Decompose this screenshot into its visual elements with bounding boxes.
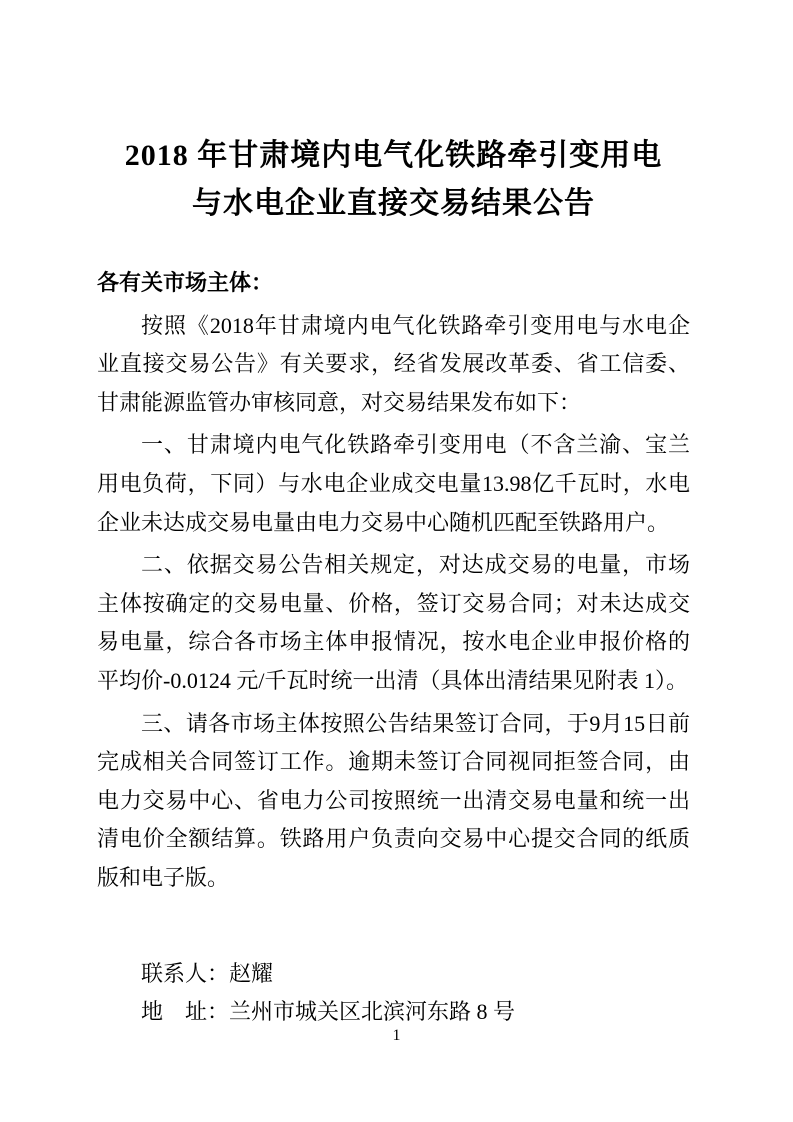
paragraph-3: 二、依据交易公告相关规定，对达成交易的电量，市场主体按确定的交易电量、价格，签订交易合同；对未达成交易电量，综合各市场主体申报情况，按水电企业申报价格的平均价-0.0124 元/千瓦时统一出清（具体出清结果见附表 1）。 — [97, 552, 690, 693]
contact-person-line: 联系人：赵耀 — [141, 960, 274, 986]
document-page — [97, 0, 690, 1122]
document-title — [97, 132, 690, 228]
paragraph-4: 三、请各市场主体按照公告结果签订合同，于9月15日前完成相关合同签订工作。逾期未签订合同视同拒签合同，由电力交易中心、省电力公司按照统一出清交易电量和统一出清电价全额结算。铁路用户负责向交易中心提交合同的纸质版和电子版。 — [97, 710, 690, 890]
document-title-line-2: 与水电企业直接交易结果公告 — [192, 187, 595, 220]
contact-address-line: 地 址：兰州市城关区北滨河东路 8 号 — [141, 999, 516, 1025]
page-number: 1 — [392, 1027, 401, 1044]
salutation: 各有关市场主体： — [97, 270, 274, 295]
document-title-line-1: 2018 年甘肃境内电气化铁路牵引变用电 — [124, 139, 663, 172]
paragraph-2: 一、甘肃境内电气化铁路牵引变用电（不含兰渝、宝兰用电负荷，下同）与水电企业成交电量13.98亿千瓦时，水电企业未达成交易电量由电力交易中心随机匹配至铁路用户。 — [97, 432, 690, 535]
paragraph-1: 按照《2018年甘肃境内电气化铁路牵引变用电与水电企业直接交易公告》有关要求，经省发展改革委、省工信委、甘肃能源监管办审核同意，对交易结果发布如下： — [97, 312, 690, 415]
contact-block — [97, 955, 690, 1032]
